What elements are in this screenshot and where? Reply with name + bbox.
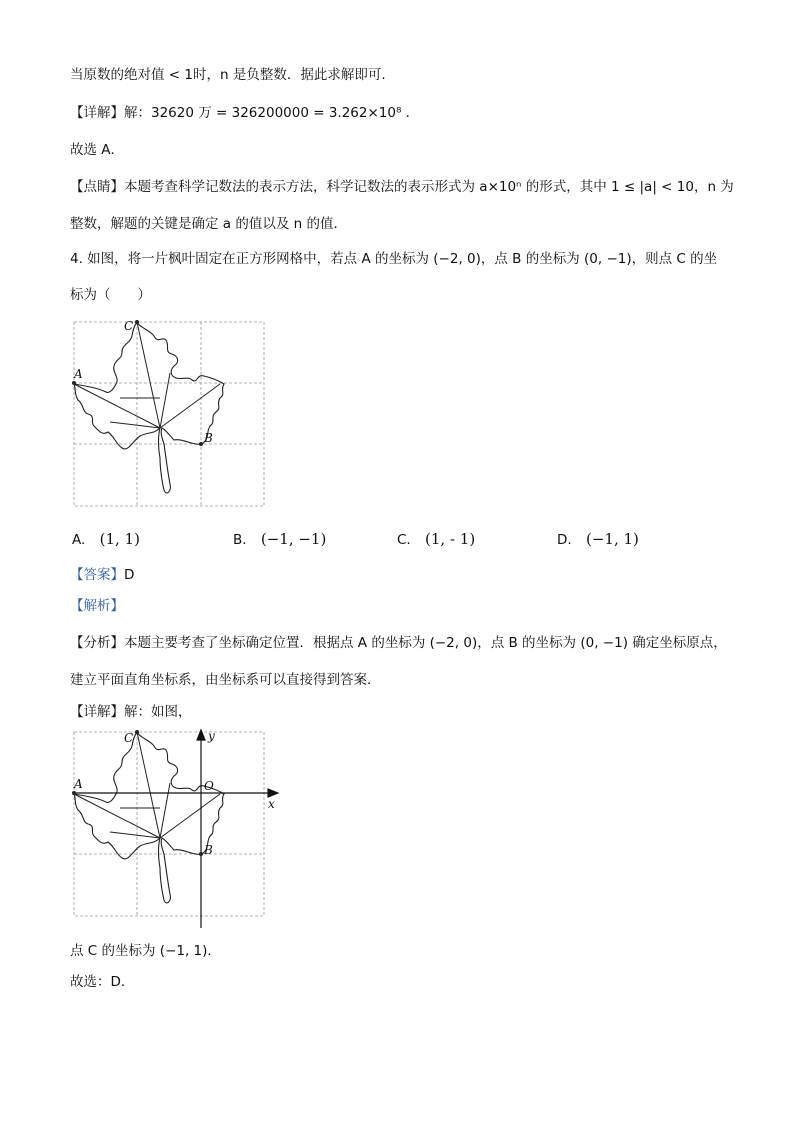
xiangjie-line	[70, 703, 192, 721]
xiangjie-tag: 【详解】	[70, 704, 124, 720]
point-c	[135, 320, 139, 324]
xiangjie-text: 解：如图，	[124, 704, 192, 720]
maple-leaf-figure	[70, 318, 270, 510]
x-axis-arrow-icon	[268, 789, 278, 797]
comment-line-2: 整数，解题的关键是确定 a 的值以及 n 的值．	[70, 216, 347, 232]
option-b-letter: B.	[233, 532, 247, 548]
point-c-2	[135, 730, 139, 734]
option-d[interactable]	[557, 530, 639, 548]
answer-line	[70, 566, 134, 584]
fenxi-line-2: 建立平面直角坐标系，由坐标系可以直接得到答案．	[70, 672, 381, 688]
option-c[interactable]	[397, 530, 475, 548]
answer-value: D	[124, 567, 135, 583]
label-b: B	[204, 431, 213, 445]
leaf-veins	[74, 322, 220, 428]
label-y: y	[208, 729, 215, 743]
option-b[interactable]	[233, 530, 326, 548]
option-a[interactable]	[72, 530, 140, 548]
question-4-line-2: 标为（ ）	[70, 287, 151, 303]
option-c-letter: C.	[397, 532, 411, 548]
label-c: C	[124, 319, 134, 333]
result-line: 点 C 的坐标为 (−1, 1)．	[70, 943, 221, 959]
option-a-letter: A.	[72, 532, 86, 548]
leaf-veins-2	[74, 732, 220, 838]
option-a-value: (1, 1)	[99, 530, 140, 548]
option-b-value: (−1, −1)	[260, 530, 327, 548]
point-b-2	[199, 852, 203, 856]
comment-text: 本题考查科学记数法的表示方法，科学记数法的表示形式为 a×10ⁿ 的形式，其中 1 ≤ |a| < 10，n 为	[124, 179, 734, 195]
fenxi-text: 本题主要考查了坐标确定位置．根据点 A 的坐标为 (−2, 0)，点 B 的坐标为 (0, −1) 确定坐标原点，	[124, 635, 727, 651]
question-4-line-1: 4. 如图，将一片枫叶固定在正方形网格中，若点 A 的坐标为 (−2, 0)，点 B 的坐标为 (0, −1)，则点 C 的坐	[70, 251, 718, 267]
label-c-2: C	[124, 731, 134, 745]
label-x: x	[268, 797, 275, 811]
detail-tag: 【详解】	[70, 105, 124, 121]
comment-tag: 【点睛】	[70, 179, 124, 195]
point-a-2	[72, 791, 76, 795]
detail-text: 解：32620 万 = 326200000 = 3.262×10⁸ ．	[124, 105, 420, 121]
choose-line: 故选 A．	[70, 142, 125, 158]
maple-leaf-axes-figure	[70, 728, 282, 932]
label-origin: O	[204, 779, 214, 793]
label-b-2: B	[204, 843, 213, 857]
label-a: A	[74, 367, 83, 381]
final-line: 故选：D．	[70, 974, 135, 990]
option-d-value: (−1, 1)	[585, 530, 639, 548]
comment-line	[70, 178, 734, 196]
point-b	[199, 442, 203, 446]
leaf-outline	[74, 322, 224, 493]
analysis-tag: 【解析】	[70, 598, 124, 614]
option-d-letter: D.	[557, 532, 572, 548]
answer-tag: 【答案】	[70, 567, 124, 583]
fenxi-line	[70, 634, 727, 652]
y-axis-arrow-icon	[197, 730, 205, 740]
label-a-2: A	[74, 777, 83, 791]
coordinate-axes	[74, 730, 278, 928]
detail-line	[70, 104, 419, 122]
option-c-value: (1, - 1)	[425, 530, 476, 548]
point-a	[72, 381, 76, 385]
fenxi-tag: 【分析】	[70, 635, 124, 651]
text-line-1: 当原数的绝对值 < 1时，n 是负整数．据此求解即可．	[70, 67, 395, 83]
